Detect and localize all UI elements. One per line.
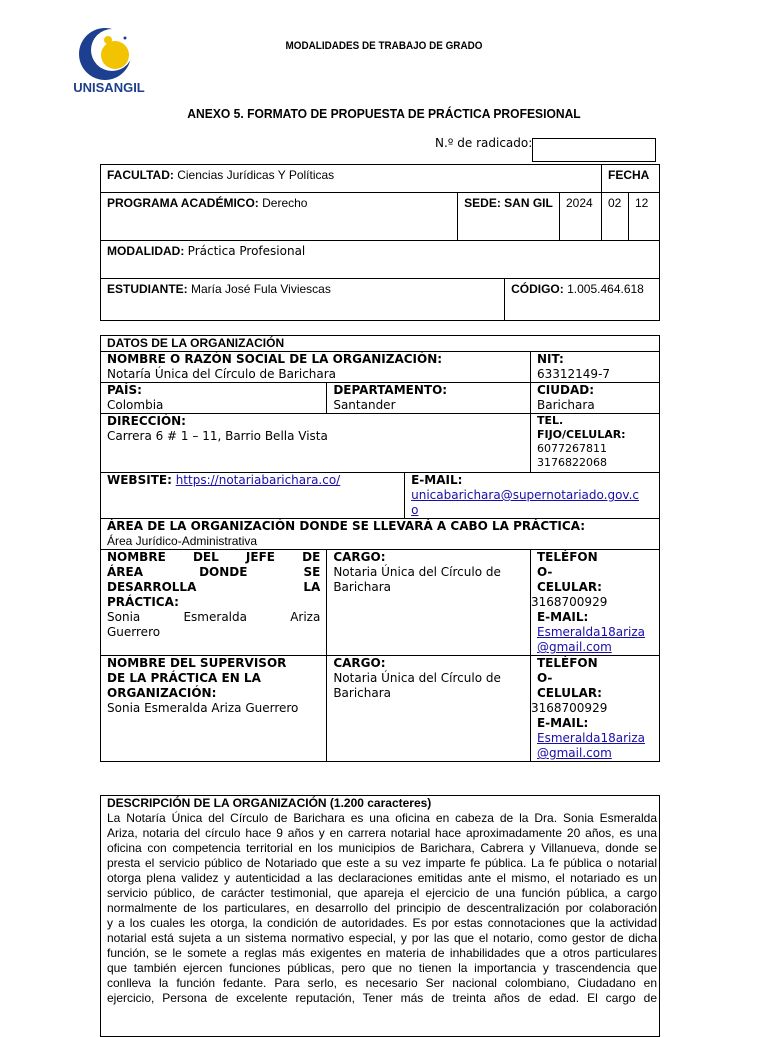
tel-value-1: 6077267811 <box>536 442 607 455</box>
fecha-month: 02 <box>601 193 628 241</box>
annex-title: ANEXO 5. FORMATO DE PROPUESTA DE PRÁCTICA PROFESIONAL <box>187 106 581 121</box>
pais-label: PAÍS: <box>107 383 142 397</box>
modalidad-value: Práctica Profesional <box>187 244 306 258</box>
jefe-telefono-label-3: CELULAR: <box>536 580 602 594</box>
departamento-label: DEPARTAMENTO: <box>333 383 448 397</box>
estudiante-cell <box>101 279 505 321</box>
org-name-cell <box>101 352 531 383</box>
estudiante-label: ESTUDIANTE: <box>107 282 188 296</box>
codigo-label: CÓDIGO: <box>511 282 564 296</box>
unisangil-logo <box>73 24 145 98</box>
supervisor-cargo-cell <box>327 656 531 762</box>
description-line: conlleva la función fedante. Para serlo, es necesario Ser nacional colombiano, Ciudadano en <box>107 976 657 990</box>
supervisor-telefono-label-1: TELÉFON <box>536 656 598 670</box>
jefe-value-line2: Guerrero <box>107 625 161 639</box>
description-title: DESCRIPCIÓN DE LA ORGANIZACIÓN (1.200 caracteres) <box>107 796 432 810</box>
departamento-cell <box>327 383 531 414</box>
description-line: notarial está sujeta a un sistema normativo especial, y por las que el notario, como gestor de dicha <box>107 931 657 945</box>
ciudad-label: CIUDAD: <box>536 383 595 397</box>
description-line: función, se le somete a reglas más exigentes en materia de inhabilidades que a otros particulares <box>107 946 657 960</box>
facultad-value: Ciencias Jurídicas Y Políticas <box>177 168 335 182</box>
supervisor-cargo-label: CARGO: <box>333 656 386 670</box>
radicado-label: N.º de radicado: <box>435 136 533 150</box>
nit-cell <box>530 352 659 383</box>
document-header-title: MODALIDADES DE TRABAJO DE GRADO <box>285 40 483 52</box>
description-box <box>100 795 660 1037</box>
sede-label: SEDE: SAN GIL <box>458 193 560 241</box>
jefe-contact-cell <box>530 550 659 656</box>
description-line: Ariza, notaria del círculo hace 9 años y en carrera notarial hace aproximadamente 20 años, es una <box>107 826 657 840</box>
jefe-email-line2[interactable]: @gmail.com <box>536 640 612 654</box>
ciudad-cell <box>530 383 659 414</box>
radicado-input-box[interactable] <box>532 138 656 162</box>
description-line: ejercicio, Persona de excelente reputación, Tener más de treinta años de edad. El cargo de <box>107 991 657 1005</box>
website-label: WEBSITE: <box>107 473 172 487</box>
description-line: presta el servicio público de Notariado que este a su vez imparte fe pública. La fe pública o notarial <box>107 856 657 870</box>
description-line: normalmente de los particulares, en desarrollo del principio de descentralización por colaboración <box>107 901 657 915</box>
nit-label: NIT: <box>536 352 564 366</box>
facultad-label: FACULTAD: <box>107 168 174 182</box>
org-section-title: DATOS DE LA ORGANIZACIÓN <box>101 336 660 352</box>
supervisor-label-line3: ORGANIZACIÓN: <box>107 686 217 700</box>
description-line: otorga plena validez y autenticidad a las declaraciones emitidas ante el mismo, el notariado es un <box>107 871 657 885</box>
codigo-value: 1.005.464.618 <box>567 282 644 296</box>
fecha-year: 2024 <box>560 193 602 241</box>
jefe-label-line2: ÁREA DONDE SE <box>107 565 321 579</box>
supervisor-telefono-value: 3168700929 <box>530 701 608 715</box>
modalidad-label: MODALIDAD: <box>107 244 185 258</box>
jefe-cargo-cell <box>327 550 531 656</box>
area-label: ÁREA DE LA ORGANIZACIÓN DONDE SE LLEVARÁ A CABO LA PRÁCTICA: <box>107 519 586 533</box>
jefe-label-line1: NOMBRE DEL JEFE DE <box>107 550 321 564</box>
description-line: servicio público, de carácter testimonial, que apareja el ejercicio de una función pública, a cargo <box>107 886 657 900</box>
website-link[interactable]: https://notariabarichara.co/ <box>175 473 341 487</box>
jefe-email-line1[interactable]: Esmeralda18ariza <box>536 625 646 639</box>
supervisor-cell <box>101 656 327 762</box>
ciudad-value: Barichara <box>536 398 595 412</box>
area-value: Área Jurídico-Administrativa <box>107 534 258 548</box>
supervisor-cargo-line1: Notaria Única del Círculo de <box>333 671 501 685</box>
description-line: que también ejercen funciones públicas, pero que no tienen la importancia y trascendencia que <box>107 961 657 975</box>
departamento-value: Santander <box>333 398 396 412</box>
general-info-table <box>100 164 660 321</box>
supervisor-telefono-label-2: O- <box>536 671 553 685</box>
fecha-day: 12 <box>628 193 659 241</box>
logo-text: UNISANGIL <box>73 80 145 95</box>
jefe-cargo-label: CARGO: <box>333 550 386 564</box>
direccion-cell <box>101 414 531 473</box>
email-link-line2[interactable]: o <box>411 503 419 517</box>
programa-label: PROGRAMA ACADÉMICO: <box>107 196 259 210</box>
pais-cell <box>101 383 327 414</box>
jefe-label-line4: PRÁCTICA: <box>107 595 179 609</box>
org-name-label: NOMBRE O RAZÓN SOCIAL DE LA ORGANIZACIÓN: <box>107 352 443 366</box>
description-line: y a los cuales les otorga, la condición de autoridades. Es por estas connotaciones que la actividad <box>107 916 657 930</box>
website-cell <box>101 473 405 519</box>
nit-value: 63312149-7 <box>536 367 611 381</box>
organization-table <box>100 335 660 762</box>
jefe-label-line3: DESARROLLA LA <box>107 580 321 594</box>
tel-value-2: 3176822068 <box>536 456 607 469</box>
direccion-value: Carrera 6 # 1 – 11, Barrio Bella Vista <box>107 429 328 443</box>
jefe-value-line1: Sonia Esmeralda Ariza <box>107 610 321 624</box>
codigo-cell <box>505 279 660 321</box>
description-line: oficina con competencia territorial en los municipios de Barichara, Cabrera y Villanueva, donde se <box>107 841 657 855</box>
jefe-telefono-label-1: TELÉFON <box>536 550 598 564</box>
direccion-label: DIRECCIÓN: <box>107 414 186 428</box>
programa-cell <box>101 193 458 241</box>
jefe-cargo-line2: Barichara <box>333 580 392 594</box>
estudiante-value: María José Fula Viviescas <box>191 282 331 296</box>
programa-value: Derecho <box>262 196 308 210</box>
supervisor-label-line1: NOMBRE DEL SUPERVISOR <box>107 656 287 670</box>
description-text <box>101 796 659 1006</box>
description-line: La Notaría Única del Círculo de Barichara es una oficina en cabeza de la Dra. Sonia Esmeralda <box>107 811 657 825</box>
tel-label-line1: TEL. <box>536 414 564 427</box>
supervisor-value: Sonia Esmeralda Ariza Guerrero <box>107 701 299 715</box>
supervisor-email-line2[interactable]: @gmail.com <box>536 746 612 760</box>
supervisor-cargo-line2: Barichara <box>333 686 392 700</box>
jefe-email-label: E-MAIL: <box>536 610 589 624</box>
supervisor-telefono-label-3: CELULAR: <box>536 686 602 700</box>
org-name-value: Notaría Única del Círculo de Barichara <box>107 367 337 381</box>
tel-label-line2: FIJO/CELULAR: <box>536 428 626 441</box>
email-link-line1[interactable]: unicabarichara@supernotariado.gov.c <box>411 488 639 502</box>
pais-value: Colombia <box>107 398 164 412</box>
jefe-cargo-line1: Notaria Única del Círculo de <box>333 565 501 579</box>
email-label: E-MAIL: <box>411 473 463 487</box>
jefe-cell <box>101 550 327 656</box>
area-cell <box>101 519 660 550</box>
supervisor-contact-cell <box>530 656 659 762</box>
supervisor-email-label: E-MAIL: <box>536 716 589 730</box>
telefono-fijo-cell <box>530 414 659 473</box>
fecha-label: FECHA <box>601 165 659 193</box>
jefe-telefono-value: 3168700929 <box>530 595 608 609</box>
supervisor-label-line2: DE LA PRÁCTICA EN LA <box>107 671 261 685</box>
facultad-cell <box>101 165 602 193</box>
jefe-telefono-label-2: O- <box>536 565 553 579</box>
supervisor-email-line1[interactable]: Esmeralda18ariza <box>536 731 646 745</box>
modalidad-cell <box>101 241 660 279</box>
email-cell <box>405 473 660 519</box>
